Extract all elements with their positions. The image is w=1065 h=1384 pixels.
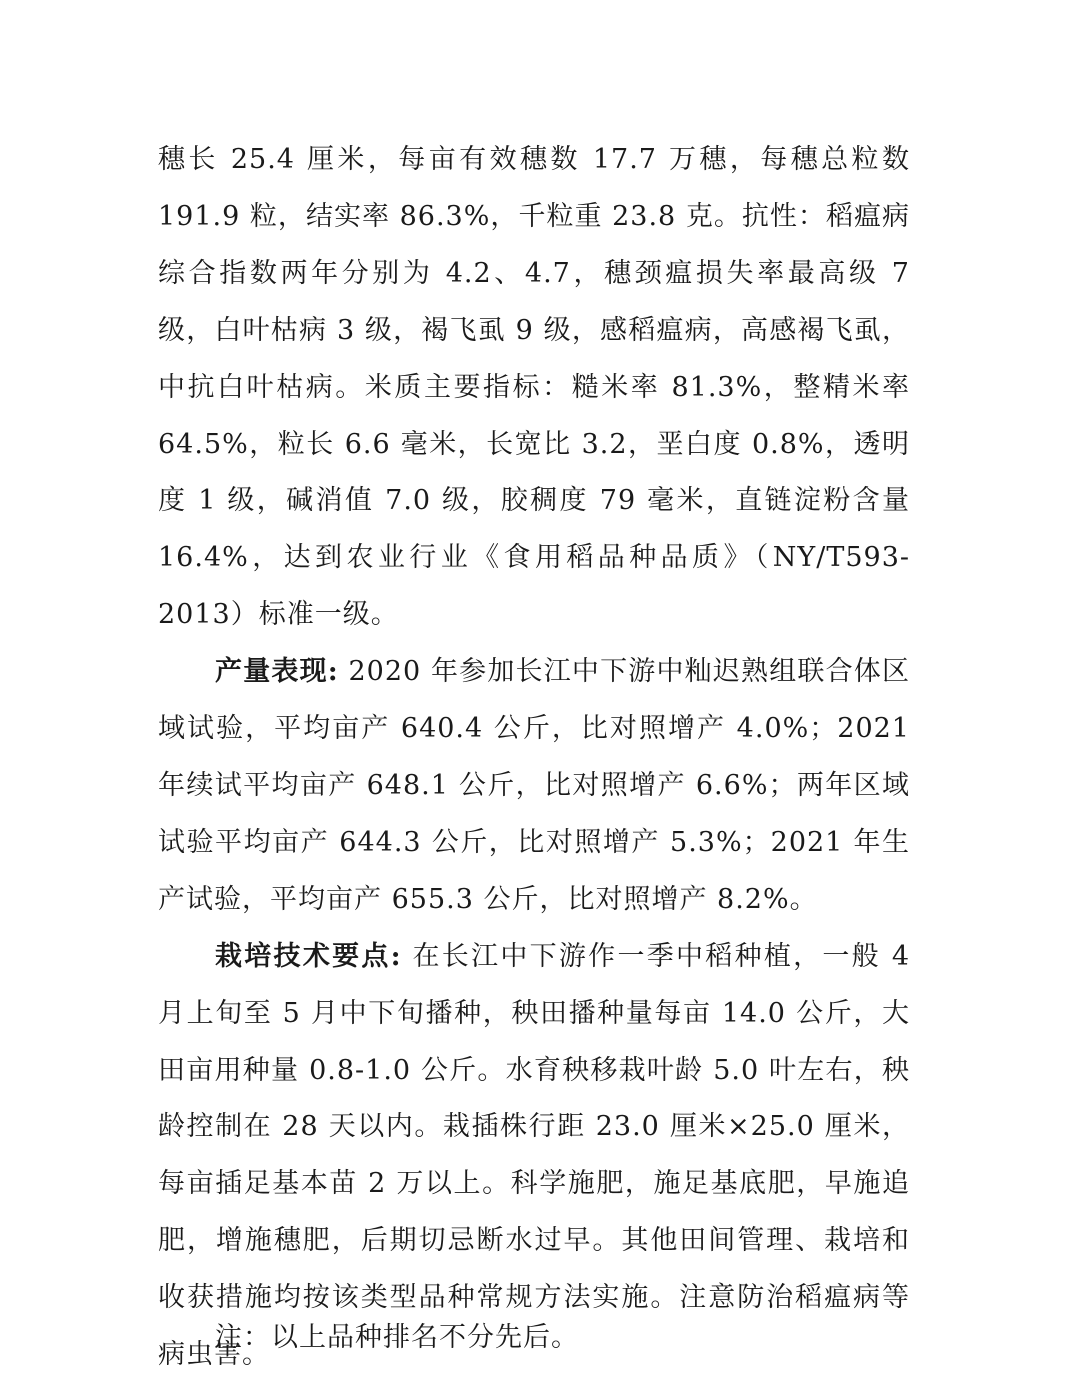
variety-traits-text: 穗长 25.4 厘米，每亩有效穗数 17.7 万穗，每穗总粒数 191.9 粒，结实率 86.3%，千粒重 23.8 克。抗性：稻瘟病综合指数两年分别为 4.2、4.7，穗颈瘟损失率最高级 7 级，白叶枯病 3 级，褐飞虱 9 级，感稻瘟病，高感褐飞虱，中抗白叶枯病。米质主要指标：糙米率 81.3%，整精米率 64.5%，粒长 6.6 毫米，长宽比 3.2，垩白度 0.8%，透明度 1 级，碱消值 7.0 级，胶稠度 79 毫米，直链淀粉含量 16.4%，达到农业行业《食用稻品种品质》（NY/T593-2013）标准一级。 <box>158 144 910 631</box>
yield-performance-paragraph <box>158 644 910 929</box>
cultivation-paragraph <box>158 929 910 1384</box>
yield-performance-text: 2020 年参加长江中下游中籼迟熟组联合体区域试验，平均亩产 640.4 公斤，比对照增产 4.0%；2021 年续试平均亩产 648.1 公斤，比对照增产 6.6%；两年区域试验平均亩产 644.3 公斤，比对照增产 5.3%；2021 年生产试验，平均亩产 655.3 公斤，比对照增产 8.2%。 <box>158 656 910 915</box>
cultivation-heading: 栽培技术要点: <box>215 940 402 972</box>
yield-performance-heading: 产量表现: <box>215 656 339 688</box>
document-body <box>158 132 910 1384</box>
variety-traits-paragraph <box>158 132 910 644</box>
cultivation-text: 在长江中下游作一季中稻种植，一般 4 月上旬至 5 月中下旬播种，秧田播种量每亩 14.0 公斤，大田亩用种量 0.8-1.0 公斤。水育秧移栽叶龄 5.0 叶左右，秧龄控制在 28 天以内。栽插株行距 23.0 厘米×25.0 厘米，每亩插足基本苗 2 万以上。科学施肥，施足基底肥，早施追肥，增施穗肥，后期切忌断水过早。其他田间管理、栽培和收获措施均按该类型品种常规方法实施。注意防治稻瘟病等病虫害。 <box>158 940 910 1371</box>
footnote: 注：以上品种排名不分先后。 <box>215 1322 579 1353</box>
